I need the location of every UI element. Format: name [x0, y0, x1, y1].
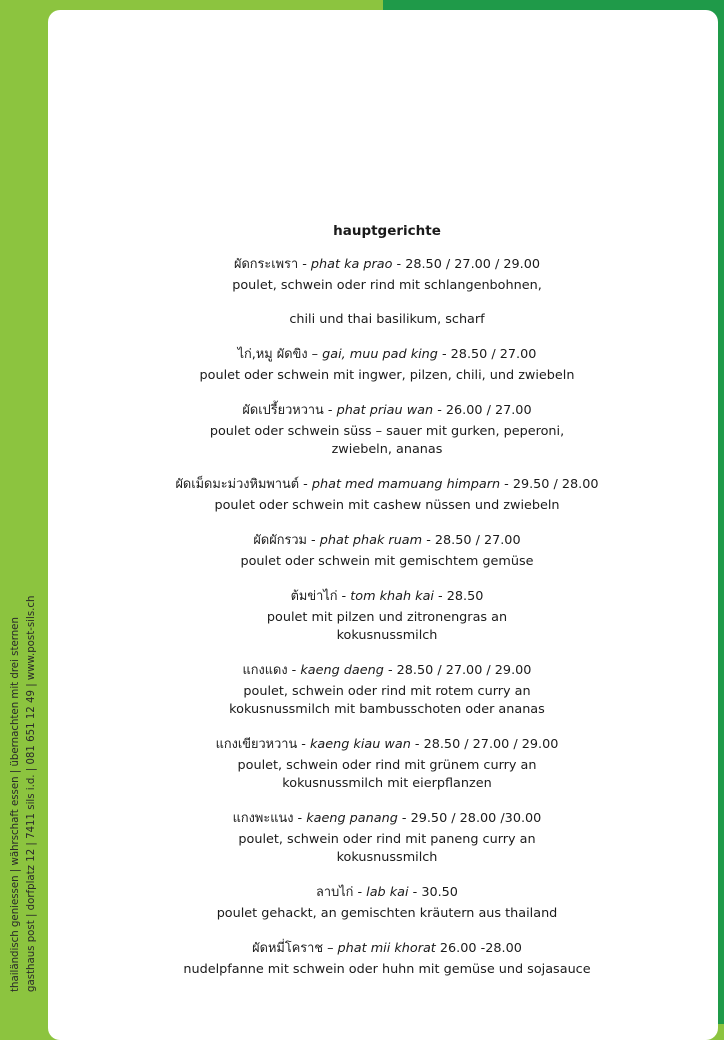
dish-description: kokusnussmilch mit bambusschoten oder ananas — [229, 702, 545, 717]
dish-name: kaeng panang — [306, 811, 398, 826]
dish-name: phat med mamuang himparn — [311, 477, 501, 492]
separator: - — [287, 663, 301, 678]
menu-item — [60, 662, 714, 719]
menu-item — [60, 810, 714, 867]
dish-name: phat phak ruam — [319, 533, 423, 548]
menu-item — [60, 736, 714, 793]
thai-name: ต้มข่าไก่ — [290, 589, 338, 604]
dish-description: poulet gehackt, an gemischten kräutern aus thailand — [216, 906, 558, 921]
dish-description: kokusnussmilch — [336, 628, 438, 643]
dish-price: - 28.50 / 27.00 — [422, 533, 521, 548]
thai-name: ผัดผักรวม — [253, 533, 307, 548]
dish-name: tom khah kai — [350, 589, 434, 604]
thai-name: ไก่,หมู ผัดขิง — [237, 347, 308, 362]
sidebar-text — [8, 580, 40, 992]
dish-description: poulet, schwein oder rind mit schlangenbohnen, — [232, 278, 542, 293]
sidebar-line-1: thailändisch geniessen | währschaft essen | übernachten mit drei sternen — [10, 617, 21, 992]
separator: – — [307, 347, 323, 362]
menu-item — [60, 588, 714, 645]
dish-description: poulet, schwein oder rind mit grünem curry an — [237, 758, 537, 773]
dish-description: poulet oder schwein mit gemischtem gemüse — [240, 554, 534, 569]
menu-item — [60, 256, 714, 329]
dish-price: - 30.50 — [408, 885, 458, 900]
dish-description: poulet, schwein oder rind mit rotem curry an — [243, 684, 531, 699]
dish-description: poulet oder schwein mit ingwer, pilzen, chili, und zwiebeln — [199, 368, 575, 383]
menu-item — [60, 346, 714, 385]
dish-description: zwiebeln, ananas — [331, 442, 443, 457]
menu-title: hauptgerichte — [333, 223, 441, 239]
thai-name: แกงพะแนง — [232, 811, 294, 826]
thai-name: แกงแดง — [242, 663, 288, 678]
separator: - — [353, 885, 367, 900]
thai-name: ผัดเม็ดมะม่วงหิมพานต์ — [175, 477, 300, 492]
dish-name: phat ka prao — [310, 257, 393, 272]
dish-name: phat mii khorat — [337, 941, 436, 956]
dish-description: chili und thai basilikum, scharf — [289, 312, 485, 327]
dish-price: 26.00 -28.00 — [435, 941, 522, 956]
dish-price: - 28.50 — [433, 589, 484, 604]
dish-price: - 28.50 / 27.00 — [437, 347, 537, 362]
separator: - — [299, 477, 312, 492]
dish-name: phat priau wan — [336, 403, 434, 418]
dish-description: kokusnussmilch — [336, 850, 438, 865]
thai-name: ผัดหมี่โคราช — [252, 941, 323, 956]
menu-section — [60, 222, 714, 996]
menu-item — [60, 532, 714, 571]
separator: - — [306, 533, 320, 548]
sidebar-line-2: gasthaus post | dorfplatz 12 | 7411 sils i.d. | 081 651 12 49 | www.post-sils.ch — [26, 595, 37, 992]
dish-name: lab kai — [366, 885, 409, 900]
dish-description: poulet oder schwein mit cashew nüssen und zwiebeln — [214, 498, 560, 513]
separator: - — [337, 589, 351, 604]
thai-name: แกงเขียวหวาน — [215, 737, 298, 752]
separator: - — [323, 403, 337, 418]
dish-price: - 28.50 / 27.00 / 29.00 — [383, 663, 532, 678]
menu-item — [60, 884, 714, 923]
dish-name: kaeng kiau wan — [309, 737, 411, 752]
separator: – — [323, 941, 338, 956]
dish-description: poulet mit pilzen und zitronengras an — [266, 610, 508, 625]
dish-price: - 29.50 / 28.00 — [500, 477, 599, 492]
dish-description: poulet oder schwein süss – sauer mit gurken, peperoni, — [209, 424, 565, 439]
dish-price: - 28.50 / 27.00 / 29.00 — [410, 737, 559, 752]
sidebar-info — [6, 580, 46, 1000]
dish-description: nudelpfanne mit schwein oder huhn mit gemüse und sojasauce — [183, 962, 591, 977]
dish-description: poulet, schwein oder rind mit paneng curry an — [238, 832, 536, 847]
dish-name: kaeng daeng — [300, 663, 384, 678]
dish-price: - 26.00 / 27.00 — [433, 403, 532, 418]
dish-price: - 28.50 / 27.00 / 29.00 — [392, 257, 541, 272]
menu-item — [60, 402, 714, 459]
dish-name: gai, muu pad king — [322, 347, 438, 362]
separator: - — [293, 811, 307, 826]
thai-name: ผัดกระเพรา — [233, 257, 299, 272]
thai-name: ลาบไก่ — [316, 885, 354, 900]
dish-price: - 29.50 / 28.00 /30.00 — [397, 811, 542, 826]
separator: - — [298, 257, 311, 272]
separator: - — [297, 737, 310, 752]
menu-item — [60, 940, 714, 979]
dish-description: kokusnussmilch mit eierpflanzen — [282, 776, 492, 791]
thai-name: ผัดเปรี้ยวหวาน — [242, 403, 324, 418]
menu-item — [60, 476, 714, 515]
